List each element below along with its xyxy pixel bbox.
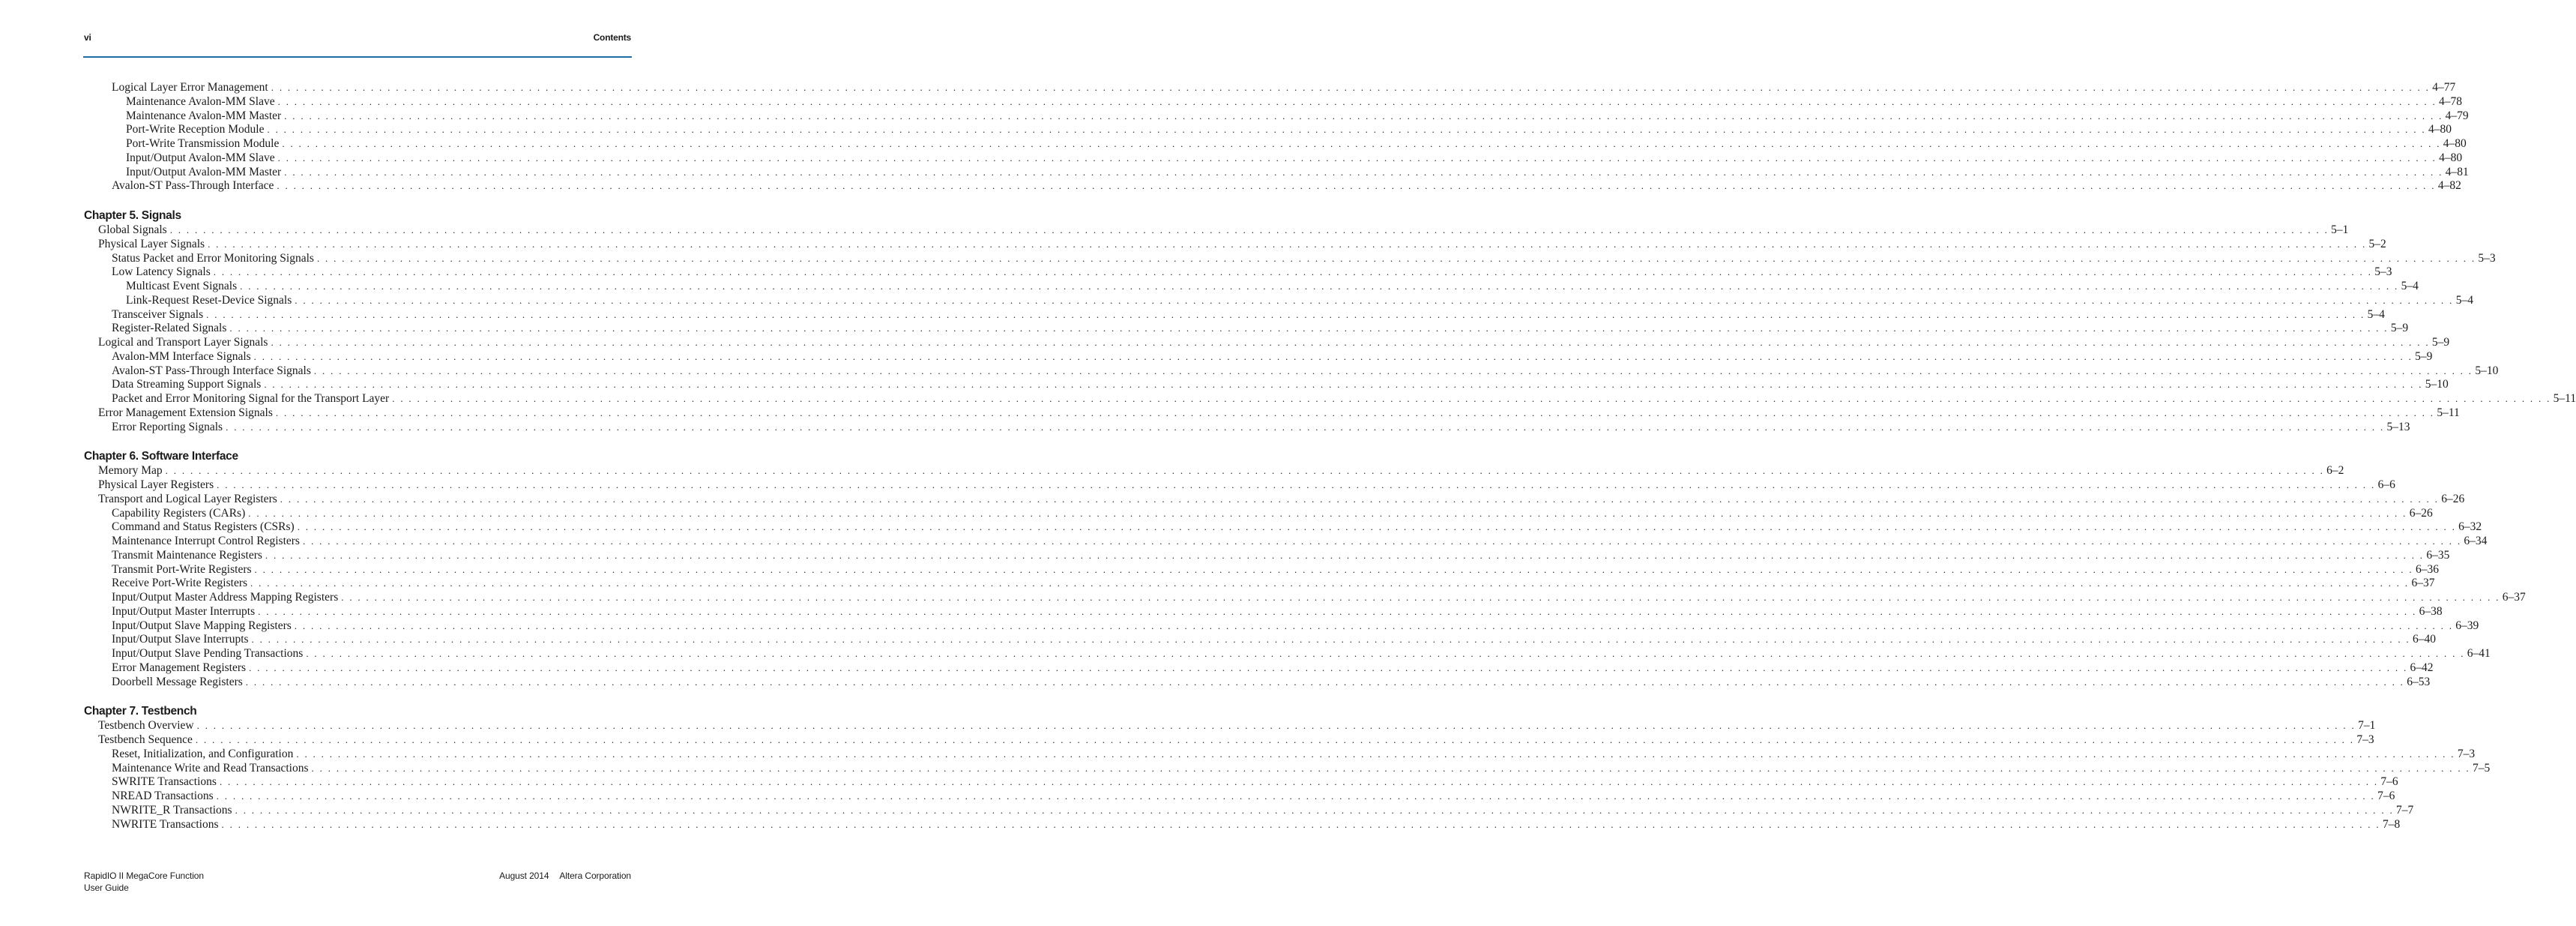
toc-entry-page: 4–81 (2445, 165, 2469, 178)
toc-entry-page: 6–35 (2426, 548, 2450, 562)
toc-entry-page: 5–4 (2367, 307, 2385, 321)
toc-entry[interactable] (84, 94, 2463, 109)
dot-leader: . . . . . . . . . . . . . . . . . . . . . . . . . . . . . . . . . . . . . . . . . . . . . . . . . . . . . . . . . . . . . . . . . . . . . . . . . . . . . . . . . . . . . . . . . . . . . . . . . . . . . . . . . . . . . . . . . . . . . . . . . . . . . . . . . . . . . . . . . . . . . . . . . . . . . . . . . . . . . . . . . . . . . . . . . . . . . . . . . . . . . . . . . . . . . . . . . . . . . . . . . . . . . . . . . . . . . . . . . . . . . . . . . . . . . . . . . . . . . . . . . . . . . . . . . . . . . . . . . . . . (265, 549, 2425, 561)
toc-entry-title: Error Management Extension Signals (98, 406, 273, 419)
dot-leader: . . . . . . . . . . . . . . . . . . . . . . . . . . . . . . . . . . . . . . . . . . . . . . . . . . . . . . . . . . . . . . . . . . . . . . . . . . . . . . . . . . . . . . . . . . . . . . . . . . . . . . . . . . . . . . . . . . . . . . . . . . . . . . . . . . . . . . . . . . . . . . . . . . . . . . . . . . . . . . . . . . . . . . . . . . . . . . . . . . . . . . . . . . . . . . . . . . . . . . . . . . . . . . . . . . . . . . . . . . . . . . . . . . . . . . . . . . . . . . . . . . . . . . . . . . . . . . . . . . . . (229, 322, 2389, 334)
toc-entry[interactable] (84, 577, 2435, 591)
toc-entry[interactable] (84, 378, 2449, 392)
dot-leader: . . . . . . . . . . . . . . . . . . . . . . . . . . . . . . . . . . . . . . . . . . . . . . . . . . . . . . . . . . . . . . . . . . . . . . . . . . . . . . . . . . . . . . . . . . . . . . . . . . . . . . . . . . . . . . . . . . . . . . . . . . . . . . . . . . . . . . . . . . . . . . . . . . . . . . . . . . . . . . . . . . . . . . . . . . . . . . . . . . . . . . . . . . . . . . . . . . . . . . . . . . . . . . . . . . . . . . . . . . . . . . . . . . . . . . . . . . . . . . . . . . . . . . . . . . . . . . . . . . . . (165, 465, 2325, 477)
dot-leader: . . . . . . . . . . . . . . . . . . . . . . . . . . . . . . . . . . . . . . . . . . . . . . . . . . . . . . . . . . . . . . . . . . . . . . . . . . . . . . . . . . . . . . . . . . . . . . . . . . . . . . . . . . . . . . . . . . . . . . . . . . . . . . . . . . . . . . . . . . . . . . . . . . . . . . . . . . . . . . . . . . . . . . . . . . . . . . . . . . . . . . . . . . . . . . . . . . . . . . . . . . . . . . . . . . . . . . . . . . . . . . . . . . . . . . . . . . . . . . . . . . . . . . . . . . . . . . . . . . . . (253, 350, 2413, 362)
toc-entry[interactable] (84, 661, 2434, 676)
toc-entry[interactable] (84, 223, 2349, 238)
dot-leader: . . . . . . . . . . . . . . . . . . . . . . . . . . . . . . . . . . . . . . . . . . . . . . . . . . . . . . . . . . . . . . . . . . . . . . . . . . . . . . . . . . . . . . . . . . . . . . . . . . . . . . . . . . . . . . . . . . . . . . . . . . . . . . . . . . . . . . . . . . . . . . . . . . . . . . . . . . . . . . . . . . . . . . . . . . . . . . . . . . . . . . . . . . . . . . . . . . . . . . . . . . . . . . . . . . . . . . . . . . . . . . . . . . . . . . . . . . . . . . . . . . . . . . . . . . . . . . . . . . . . (277, 95, 2437, 107)
dot-leader: . . . . . . . . . . . . . . . . . . . . . . . . . . . . . . . . . . . . . . . . . . . . . . . . . . . . . . . . . . . . . . . . . . . . . . . . . . . . . . . . . . . . . . . . . . . . . . . . . . . . . . . . . . . . . . . . . . . . . . . . . . . . . . . . . . . . . . . . . . . . . . . . . . . . . . . . . . . . . . . . . . . . . . . . . . . . . . . . . . . . . . . . . . . . . . . . . . . . . . . . . . . . . . . . . . . . . . . . . . . . . . . . . . . . . . . . . . . . . . . . . . . . . . . . . . . . . . . . . . . . (245, 676, 2405, 688)
toc-entry[interactable] (84, 520, 2482, 535)
toc-entry[interactable] (84, 535, 2488, 549)
dot-leader: . . . . . . . . . . . . . . . . . . . . . . . . . . . . . . . . . . . . . . . . . . . . . . . . . . . . . . . . . . . . . . . . . . . . . . . . . . . . . . . . . . . . . . . . . . . . . . . . . . . . . . . . . . . . . . . . . . . . . . . . . . . . . . . . . . . . . . . . . . . . . . . . . . . . . . . . . . . . . . . . . . . . . . . . . . . . . . . . . . . . . . . . . . . . . . . . . . . . . . . . . . . . . . . . . . . . . . . . . . . . . . . . . . . . . . . . . . . . . . . . . . . . . . . . . . . . . . . . . . . . (264, 379, 2423, 391)
toc-entry-title: Error Management Registers (112, 661, 247, 674)
toc-entry[interactable] (84, 761, 2491, 776)
toc-entry[interactable] (84, 81, 2456, 95)
toc-entry[interactable] (84, 478, 2395, 493)
dot-leader: . . . . . . . . . . . . . . . . . . . . . . . . . . . . . . . . . . . . . . . . . . . . . . . . . . . . . . . . . . . . . . . . . . . . . . . . . . . . . . . . . . . . . . . . . . . . . . . . . . . . . . . . . . . . . . . . . . . . . . . . . . . . . . . . . . . . . . . . . . . . . . . . . . . . . . . . . . . . . . . . . . . . . . . . . . . . . . . . . . . . . . . . . . . . . . . . . . . . . . . . . . . . . . . . . . . . . . . . . . . . . . . . . . . . . . . . . . . . . . . . . . . . . . . . . . . . . . . . . . . . (206, 308, 2365, 320)
dot-leader: . . . . . . . . . . . . . . . . . . . . . . . . . . . . . . . . . . . . . . . . . . . . . . . . . . . . . . . . . . . . . . . . . . . . . . . . . . . . . . . . . . . . . . . . . . . . . . . . . . . . . . . . . . . . . . . . . . . . . . . . . . . . . . . . . . . . . . . . . . . . . . . . . . . . . . . . . . . . . . . . . . . . . . . . . . . . . . . . . . . . . . . . . . . . . . . . . . . . . . . . . . . . . . . . . . . . . . . . . . . . . . . . . . . . . . . . . . . . . . . . . . . . . . . . . . . . . . . . . . . . (235, 804, 2395, 816)
toc-entry-page: 5–3 (2478, 251, 2496, 265)
dot-leader: . . . . . . . . . . . . . . . . . . . . . . . . . . . . . . . . . . . . . . . . . . . . . . . . . . . . . . . . . . . . . . . . . . . . . . . . . . . . . . . . . . . . . . . . . . . . . . . . . . . . . . . . . . . . . . . . . . . . . . . . . . . . . . . . . . . . . . . . . . . . . . . . . . . . . . . . . . . . . . . . . . . . . . . . . . . . . . . . . . . . . . . . . . . . . . . . . . . . . . . . . . . . . . . . . . . . . . . . . . . . . . . . . . . . . . . . . . . . . . . . . . . . . . . . . . . . . . . . . . . . (195, 734, 2355, 745)
toc-entry-title: Transport and Logical Layer Registers (98, 492, 277, 505)
toc-entry-title: NWRITE_R Transactions (112, 803, 232, 817)
dot-leader: . . . . . . . . . . . . . . . . . . . . . . . . . . . . . . . . . . . . . . . . . . . . . . . . . . . . . . . . . . . . . . . . . . . . . . . . . . . . . . . . . . . . . . . . . . . . . . . . . . . . . . . . . . . . . . . . . . . . . . . . . . . . . . . . . . . . . . . . . . . . . . . . . . . . . . . . . . . . . . . . . . . . . . . . . . . . . . . . . . . . . . . . . . . . . . . . . . . . . . . . . . . . . . . . . . . . . . . . . . . . . . . . . . . . . . . . . . . . . . . . . . . . . . . . . . . . . . . . . . . . (392, 393, 2551, 404)
toc-entry-page: 4–78 (2439, 94, 2463, 108)
header-section-title: Contents (593, 32, 631, 43)
toc-entry[interactable] (84, 633, 2436, 647)
dot-leader: . . . . . . . . . . . . . . . . . . . . . . . . . . . . . . . . . . . . . . . . . . . . . . . . . . . . . . . . . . . . . . . . . . . . . . . . . . . . . . . . . . . . . . . . . . . . . . . . . . . . . . . . . . . . . . . . . . . . . . . . . . . . . . . . . . . . . . . . . . . . . . . . . . . . . . . . . . . . . . . . . . . . . . . . . . . . . . . . . . . . . . . . . . . . . . . . . . . . . . . . . . . . . . . . . . . . . . . . . . . . . . . . . . . . . . . . . . . . . . . . . . . . . . . . . . . . . . . . . . . . (277, 180, 2436, 192)
toc-entry[interactable] (84, 123, 2452, 137)
toc-entry-title: Input/Output Slave Interrupts (112, 633, 249, 646)
dot-leader: . . . . . . . . . . . . . . . . . . . . . . . . . . . . . . . . . . . . . . . . . . . . . . . . . . . . . . . . . . . . . . . . . . . . . . . . . . . . . . . . . . . . . . . . . . . . . . . . . . . . . . . . . . . . . . . . . . . . . . . . . . . . . . . . . . . . . . . . . . . . . . . . . . . . . . . . . . . . . . . . . . . . . . . . . . . . . . . . . . . . . . . . . . . . . . . . . . . . . . . . . . . . . . . . . . . . . . . . . . . . . . . . . . . . . . . . . . . . . . . . . . . . . . . . . . . . . . . . . . . . (271, 82, 2431, 93)
dot-leader: . . . . . . . . . . . . . . . . . . . . . . . . . . . . . . . . . . . . . . . . . . . . . . . . . . . . . . . . . . . . . . . . . . . . . . . . . . . . . . . . . . . . . . . . . . . . . . . . . . . . . . . . . . . . . . . . . . . . . . . . . . . . . . . . . . . . . . . . . . . . . . . . . . . . . . . . . . . . . . . . . . . . . . . . . . . . . . . . . . . . . . . . . . . . . . . . . . . . . . . . . . . . . . . . . . . . . . . . . . . . . . . . . . . . . . . . . . . . . . . . . . . . . . . . . . . . . . . . . . . . (295, 294, 2454, 306)
toc-entry-title: SWRITE Transactions (112, 775, 217, 789)
toc-entry-page: 5–11 (2437, 406, 2460, 419)
toc-entry[interactable] (84, 719, 2376, 733)
dot-leader: . . . . . . . . . . . . . . . . . . . . . . . . . . . . . . . . . . . . . . . . . . . . . . . . . . . . . . . . . . . . . . . . . . . . . . . . . . . . . . . . . . . . . . . . . . . . . . . . . . . . . . . . . . . . . . . . . . . . . . . . . . . . . . . . . . . . . . . . . . . . . . . . . . . . . . . . . . . . . . . . . . . . . . . . . . . . . . . . . . . . . . . . . . . . . . . . . . . . . . . . . . . . . . . . . . . . . . . . . . . . . . . . . . . . . . . . . . . . . . . . . . . . . . . . . . . . . . . . . . . . (226, 421, 2385, 433)
toc-entry-title: Logical and Transport Layer Signals (98, 336, 268, 349)
toc-entry[interactable] (84, 733, 2374, 748)
toc-entry[interactable] (84, 293, 2473, 308)
toc-entry[interactable] (84, 464, 2344, 478)
toc-entry-page: 5–1 (2331, 223, 2349, 236)
toc-entry-page: 5–13 (2386, 420, 2410, 433)
dot-leader: . . . . . . . . . . . . . . . . . . . . . . . . . . . . . . . . . . . . . . . . . . . . . . . . . . . . . . . . . . . . . . . . . . . . . . . . . . . . . . . . . . . . . . . . . . . . . . . . . . . . . . . . . . . . . . . . . . . . . . . . . . . . . . . . . . . . . . . . . . . . . . . . . . . . . . . . . . . . . . . . . . . . . . . . . . . . . . . . . . . . . . . . . . . . . . . . . . . . . . . . . . . . . . . . . . . . . . . . . . . . . . . . . . . . . . . . . . . . . . . . . . . . . . . . . . . . . . . . . . . . (251, 634, 2410, 646)
toc-entry-title: Doorbell Message Registers (112, 675, 243, 688)
toc-entry[interactable] (84, 265, 2392, 280)
toc-entry-title: Testbench Sequence (98, 733, 193, 746)
toc-entry-title: Maintenance Interrupt Control Registers (112, 535, 300, 547)
toc-entry-page: 5–11 (2553, 392, 2576, 405)
toc-entry[interactable] (84, 619, 2479, 634)
toc-entry-page: 6–26 (2409, 506, 2433, 520)
dot-leader: . . . . . . . . . . . . . . . . . . . . . . . . . . . . . . . . . . . . . . . . . . . . . . . . . . . . . . . . . . . . . . . . . . . . . . . . . . . . . . . . . . . . . . . . . . . . . . . . . . . . . . . . . . . . . . . . . . . . . . . . . . . . . . . . . . . . . . . . . . . . . . . . . . . . . . . . . . . . . . . . . . . . . . . . . . . . . . . . . . . . . . . . . . . . . . . . . . . . . . . . . . . . . . . . . . . . . . . . . . . . . . . . . . . . . . . . . . . . . . . . . . . . . . . . . . . . . . . . . . . . (275, 406, 2435, 418)
toc-entry-page: 5–2 (2368, 237, 2386, 250)
dot-leader: . . . . . . . . . . . . . . . . . . . . . . . . . . . . . . . . . . . . . . . . . . . . . . . . . . . . . . . . . . . . . . . . . . . . . . . . . . . . . . . . . . . . . . . . . . . . . . . . . . . . . . . . . . . . . . . . . . . . . . . . . . . . . . . . . . . . . . . . . . . . . . . . . . . . . . . . . . . . . . . . . . . . . . . . . . . . . . . . . . . . . . . . . . . . . . . . . . . . . . . . . . . . . . . . . . . . . . . . . . . . . . . . . . . . . . . . . . . . . . . . . . . . . . . . . . . . . . . . . . . . (254, 563, 2413, 575)
footer-right (499, 870, 631, 882)
toc-entry[interactable] (84, 420, 2410, 435)
dot-leader: . . . . . . . . . . . . . . . . . . . . . . . . . . . . . . . . . . . . . . . . . . . . . . . . . . . . . . . . . . . . . . . . . . . . . . . . . . . . . . . . . . . . . . . . . . . . . . . . . . . . . . . . . . . . . . . . . . . . . . . . . . . . . . . . . . . . . . . . . . . . . . . . . . . . . . . . . . . . . . . . . . . . . . . . . . . . . . . . . . . . . . . . . . . . . . . . . . . . . . . . . . . . . . . . . . . . . . . . . . . . . . . . . . . . . . . . . . . . . . . . . . . . . . . . . . . . . . . . . . . . (294, 619, 2454, 631)
dot-leader: . . . . . . . . . . . . . . . . . . . . . . . . . . . . . . . . . . . . . . . . . . . . . . . . . . . . . . . . . . . . . . . . . . . . . . . . . . . . . . . . . . . . . . . . . . . . . . . . . . . . . . . . . . . . . . . . . . . . . . . . . . . . . . . . . . . . . . . . . . . . . . . . . . . . . . . . . . . . . . . . . . . . . . . . . . . . . . . . . . . . . . . . . . . . . . . . . . . . . . . . . . . . . . . . . . . . . . . . . . . . . . . . . . . . . . . . . . . . . . . . . . . . . . . . . . . . . . . . . . . . (284, 166, 2443, 178)
toc-entry[interactable] (84, 322, 2409, 336)
dot-leader: . . . . . . . . . . . . . . . . . . . . . . . . . . . . . . . . . . . . . . . . . . . . . . . . . . . . . . . . . . . . . . . . . . . . . . . . . . . . . . . . . . . . . . . . . . . . . . . . . . . . . . . . . . . . . . . . . . . . . . . . . . . . . . . . . . . . . . . . . . . . . . . . . . . . . . . . . . . . . . . . . . . . . . . . . . . . . . . . . . . . . . . . . . . . . . . . . . . . . . . . . . . . . . . . . . . . . . . . . . . . . . . . . . . . . . . . . . . . . . . . . . . . . . . . . . . . . . . . . . . . (280, 493, 2440, 505)
toc-entry-title: Avalon-ST Pass-Through Interface (112, 179, 274, 193)
toc-entry-title: Error Reporting Signals (112, 420, 223, 433)
toc-entry-page: 6–53 (2407, 675, 2431, 688)
dot-leader: . . . . . . . . . . . . . . . . . . . . . . . . . . . . . . . . . . . . . . . . . . . . . . . . . . . . . . . . . . . . . . . . . . . . . . . . . . . . . . . . . . . . . . . . . . . . . . . . . . . . . . . . . . . . . . . . . . . . . . . . . . . . . . . . . . . . . . . . . . . . . . . . . . . . . . . . . . . . . . . . . . . . . . . . . . . . . . . . . . . . . . . . . . . . . . . . . . . . . . . . . . . . . . . . . . . . . . . . . . . . . . . . . . . . . . . . . . . . . . . . . . . . . . . . . . . . . . . . . . . . (284, 109, 2443, 121)
toc-entry-title: Physical Layer Signals (98, 237, 205, 250)
toc-entry-page: 7–6 (2380, 775, 2398, 789)
dot-leader: . . . . . . . . . . . . . . . . . . . . . . . . . . . . . . . . . . . . . . . . . . . . . . . . . . . . . . . . . . . . . . . . . . . . . . . . . . . . . . . . . . . . . . . . . . . . . . . . . . . . . . . . . . . . . . . . . . . . . . . . . . . . . . . . . . . . . . . . . . . . . . . . . . . . . . . . . . . . . . . . . . . . . . . . . . . . . . . . . . . . . . . . . . . . . . . . . . . . . . . . . . . . . . . . . . . . . . . . . . . . . . . . . . . . . . . . . . . . . . . . . . . . . . . . . . . . . . . . . . . . (219, 776, 2379, 788)
chapter-heading: Chapter 6. Software Interface (84, 450, 238, 463)
toc-entry-page: 5–10 (2425, 378, 2449, 391)
toc-entry-title: Physical Layer Registers (98, 478, 214, 491)
toc-entry-page: 5–9 (2415, 349, 2433, 363)
toc-entry-title: Packet and Error Monitoring Signal for the Transport Layer (112, 392, 390, 405)
dot-leader: . . . . . . . . . . . . . . . . . . . . . . . . . . . . . . . . . . . . . . . . . . . . . . . . . . . . . . . . . . . . . . . . . . . . . . . . . . . . . . . . . . . . . . . . . . . . . . . . . . . . . . . . . . . . . . . . . . . . . . . . . . . . . . . . . . . . . . . . . . . . . . . . . . . . . . . . . . . . . . . . . . . . . . . . . . . . . . . . . . . . . . . . . . . . . . . . . . . . . . . . . . . . . . . . . . . . . . . . . . . . . . . . . . . . . . . . . . . . . . . . . . . . . . . . . . . . . . . . . . . . (221, 818, 2380, 830)
toc-entry[interactable] (84, 307, 2385, 322)
toc-entry-page: 6–42 (2410, 661, 2434, 674)
toc-entry-page: 6–26 (2441, 492, 2465, 505)
toc-entry-page: 5–9 (2390, 322, 2409, 335)
toc-entry-page: 6–37 (2502, 591, 2526, 604)
toc-entry[interactable] (84, 803, 2414, 818)
dot-leader: . . . . . . . . . . . . . . . . . . . . . . . . . . . . . . . . . . . . . . . . . . . . . . . . . . . . . . . . . . . . . . . . . . . . . . . . . . . . . . . . . . . . . . . . . . . . . . . . . . . . . . . . . . . . . . . . . . . . . . . . . . . . . . . . . . . . . . . . . . . . . . . . . . . . . . . . . . . . . . . . . . . . . . . . . . . . . . . . . . . . . . . . . . . . . . . . . . . . . . . . . . . . . . . . . . . . . . . . . . . . . . . . . . . . . . . . . . . . . . . . . . . . . . . . . . . . . . . . . . . . (313, 364, 2473, 376)
dot-leader: . . . . . . . . . . . . . . . . . . . . . . . . . . . . . . . . . . . . . . . . . . . . . . . . . . . . . . . . . . . . . . . . . . . . . . . . . . . . . . . . . . . . . . . . . . . . . . . . . . . . . . . . . . . . . . . . . . . . . . . . . . . . . . . . . . . . . . . . . . . . . . . . . . . . . . . . . . . . . . . . . . . . . . . . . . . . . . . . . . . . . . . . . . . . . . . . . . . . . . . . . . . . . . . . . . . . . . . . . . . . . . . . . . . . . . . . . . . . . . . . . . . . . . . . . . . . . . . . . . . . (250, 577, 2410, 589)
toc-entry-title: Input/Output Master Interrupts (112, 604, 256, 618)
toc-entry[interactable] (84, 747, 2476, 762)
toc-entry-page: 6–6 (2377, 478, 2395, 491)
toc-entry-title: Maintenance Write and Read Transactions (112, 761, 309, 775)
dot-leader: . . . . . . . . . . . . . . . . . . . . . . . . . . . . . . . . . . . . . . . . . . . . . . . . . . . . . . . . . . . . . . . . . . . . . . . . . . . . . . . . . . . . . . . . . . . . . . . . . . . . . . . . . . . . . . . . . . . . . . . . . . . . . . . . . . . . . . . . . . . . . . . . . . . . . . . . . . . . . . . . . . . . . . . . . . . . . . . . . . . . . . . . . . . . . . . . . . . . . . . . . . . . . . . . . . . . . . . . . . . . . . . . . . . . . . . . . . . . . . . . . . . . . . . . . . . . . . . . . . . . (311, 762, 2470, 774)
toc-entry[interactable] (84, 251, 2496, 266)
toc-entry-page: 7–5 (2472, 761, 2491, 775)
dot-leader: . . . . . . . . . . . . . . . . . . . . . . . . . . . . . . . . . . . . . . . . . . . . . . . . . . . . . . . . . . . . . . . . . . . . . . . . . . . . . . . . . . . . . . . . . . . . . . . . . . . . . . . . . . . . . . . . . . . . . . . . . . . . . . . . . . . . . . . . . . . . . . . . . . . . . . . . . . . . . . . . . . . . . . . . . . . . . . . . . . . . . . . . . . . . . . . . . . . . . . . . . . . . . . . . . . . . . . . . . . . . . . . . . . . . . . . . . . . . . . . . . . . . . . . . . . . . . . . . . . . . (208, 238, 2367, 250)
toc-entry-page: 6–2 (2326, 464, 2344, 478)
header-page-number: vi (84, 32, 91, 43)
header-rule (83, 56, 632, 58)
toc-entry-title: Capability Registers (CARs) (112, 506, 246, 520)
toc-entry[interactable] (84, 548, 2450, 563)
toc-entry-title: Input/Output Slave Mapping Registers (112, 619, 292, 632)
toc-entry-title: Maintenance Avalon-MM Slave (126, 94, 275, 108)
chapter-heading: Chapter 5. Signals (84, 209, 181, 222)
toc-entry-title: Link-Request Reset-Device Signals (126, 293, 292, 307)
toc-entry-page: 6–34 (2464, 535, 2488, 547)
toc-entry-page: 5–4 (2455, 293, 2473, 307)
dot-leader: . . . . . . . . . . . . . . . . . . . . . . . . . . . . . . . . . . . . . . . . . . . . . . . . . . . . . . . . . . . . . . . . . . . . . . . . . . . . . . . . . . . . . . . . . . . . . . . . . . . . . . . . . . . . . . . . . . . . . . . . . . . . . . . . . . . . . . . . . . . . . . . . . . . . . . . . . . . . . . . . . . . . . . . . . . . . . . . . . . . . . . . . . . . . . . . . . . . . . . . . . . . . . . . . . . . . . . . . . . . . . . . . . . . . . . . . . . . . . . . . . . . . . . . . . . . . . . . . . . . . (341, 592, 2500, 603)
toc-entry-page: 4–80 (2443, 137, 2467, 150)
toc-entry-title: Maintenance Avalon-MM Master (126, 109, 282, 122)
dot-leader: . . . . . . . . . . . . . . . . . . . . . . . . . . . . . . . . . . . . . . . . . . . . . . . . . . . . . . . . . . . . . . . . . . . . . . . . . . . . . . . . . . . . . . . . . . . . . . . . . . . . . . . . . . . . . . . . . . . . . . . . . . . . . . . . . . . . . . . . . . . . . . . . . . . . . . . . . . . . . . . . . . . . . . . . . . . . . . . . . . . . . . . . . . . . . . . . . . . . . . . . . . . . . . . . . . . . . . . . . . . . . . . . . . . . . . . . . . . . . . . . . . . . . . . . . . . . . . . . . . . . (248, 507, 2407, 519)
toc-entry[interactable] (84, 165, 2469, 180)
toc-entry-page: 4–80 (2439, 151, 2463, 164)
toc-entry-title: Low Latency Signals (112, 265, 211, 279)
toc-entry-title: Input/Output Master Address Mapping Registers (112, 591, 339, 604)
toc-entry-title: Reset, Initialization, and Configuration (112, 747, 294, 760)
toc-entry-title: Transmit Port-Write Registers (112, 562, 252, 576)
footer-company: Altera Corporation (559, 871, 631, 881)
dot-leader: . . . . . . . . . . . . . . . . . . . . . . . . . . . . . . . . . . . . . . . . . . . . . . . . . . . . . . . . . . . . . . . . . . . . . . . . . . . . . . . . . . . . . . . . . . . . . . . . . . . . . . . . . . . . . . . . . . . . . . . . . . . . . . . . . . . . . . . . . . . . . . . . . . . . . . . . . . . . . . . . . . . . . . . . . . . . . . . . . . . . . . . . . . . . . . . . . . . . . . . . . . . . . . . . . . . . . . . . . . . . . . . . . . . . . . . . . . . . . . . . . . . . . . . . . . . . . . . . . . . . (249, 661, 2408, 673)
dot-leader: . . . . . . . . . . . . . . . . . . . . . . . . . . . . . . . . . . . . . . . . . . . . . . . . . . . . . . . . . . . . . . . . . . . . . . . . . . . . . . . . . . . . . . . . . . . . . . . . . . . . . . . . . . . . . . . . . . . . . . . . . . . . . . . . . . . . . . . . . . . . . . . . . . . . . . . . . . . . . . . . . . . . . . . . . . . . . . . . . . . . . . . . . . . . . . . . . . . . . . . . . . . . . . . . . . . . . . . . . . . . . . . . . . . . . . . . . . . . . . . . . . . . . . . . . . . . . . . . . . . . (267, 124, 2426, 136)
toc-entry-title: Command and Status Registers (CSRs) (112, 520, 295, 534)
dot-leader: . . . . . . . . . . . . . . . . . . . . . . . . . . . . . . . . . . . . . . . . . . . . . . . . . . . . . . . . . . . . . . . . . . . . . . . . . . . . . . . . . . . . . . . . . . . . . . . . . . . . . . . . . . . . . . . . . . . . . . . . . . . . . . . . . . . . . . . . . . . . . . . . . . . . . . . . . . . . . . . . . . . . . . . . . . . . . . . . . . . . . . . . . . . . . . . . . . . . . . . . . . . . . . . . . . . . . . . . . . . . . . . . . . . . . . . . . . . . . . . . . . . . . . . . . . . . . . . . . . . . (306, 648, 2465, 659)
toc-entry[interactable] (84, 647, 2491, 661)
toc-entry-title: Status Packet and Error Monitoring Signals (112, 251, 314, 265)
toc-entry-title: Input/Output Avalon-MM Master (126, 165, 282, 178)
toc-entry[interactable] (84, 506, 2433, 521)
dot-leader: . . . . . . . . . . . . . . . . . . . . . . . . . . . . . . . . . . . . . . . . . . . . . . . . . . . . . . . . . . . . . . . . . . . . . . . . . . . . . . . . . . . . . . . . . . . . . . . . . . . . . . . . . . . . . . . . . . . . . . . . . . . . . . . . . . . . . . . . . . . . . . . . . . . . . . . . . . . . . . . . . . . . . . . . . . . . . . . . . . . . . . . . . . . . . . . . . . . . . . . . . . . . . . . . . . . . . . . . . . . . . . . . . . . . . . . . . . . . . . . . . . . . . . . . . . . . . . . . . . . . (302, 535, 2462, 547)
toc-entry-page: 7–8 (2382, 817, 2401, 831)
toc-entry-page: 4–82 (2437, 179, 2461, 193)
toc-entry-title: Register-Related Signals (112, 322, 227, 335)
toc-entry-page: 5–4 (2401, 280, 2419, 292)
toc-entry-page: 4–77 (2432, 81, 2456, 94)
toc-entry-title: NREAD Transactions (112, 790, 214, 802)
dot-leader: . . . . . . . . . . . . . . . . . . . . . . . . . . . . . . . . . . . . . . . . . . . . . . . . . . . . . . . . . . . . . . . . . . . . . . . . . . . . . . . . . . . . . . . . . . . . . . . . . . . . . . . . . . . . . . . . . . . . . . . . . . . . . . . . . . . . . . . . . . . . . . . . . . . . . . . . . . . . . . . . . . . . . . . . . . . . . . . . . . . . . . . . . . . . . . . . . . . . . . . . . . . . . . . . . . . . . . . . . . . . . . . . . . . . . . . . . . . . . . . . . . . . . . . . . . . . . . . . . . . . (277, 151, 2437, 163)
toc-entry-page: 4–80 (2428, 123, 2452, 136)
toc-entry-page: 6–36 (2415, 562, 2439, 576)
toc-entry[interactable] (84, 675, 2431, 690)
toc-entry-title: NWRITE Transactions (112, 817, 219, 831)
toc-entry-title: Transmit Maintenance Registers (112, 548, 262, 562)
toc-entry[interactable] (84, 775, 2398, 790)
dot-leader: . . . . . . . . . . . . . . . . . . . . . . . . . . . . . . . . . . . . . . . . . . . . . . . . . . . . . . . . . . . . . . . . . . . . . . . . . . . . . . . . . . . . . . . . . . . . . . . . . . . . . . . . . . . . . . . . . . . . . . . . . . . . . . . . . . . . . . . . . . . . . . . . . . . . . . . . . . . . . . . . . . . . . . . . . . . . . . . . . . . . . . . . . . . . . . . . . . . . . . . . . . . . . . . . . . . . . . . . . . . . . . . . . . . . . . . . . . . . . . . . . . . . . . . . . . . . . . . . . . . . (297, 521, 2457, 533)
toc-entry-title: Input/Output Avalon-MM Slave (126, 151, 275, 164)
toc-entry-title: Input/Output Slave Pending Transactions (112, 647, 304, 660)
toc-entry-page: 5–9 (2431, 336, 2450, 349)
toc-entry-title: Port-Write Reception Module (126, 123, 265, 136)
dot-leader: . . . . . . . . . . . . . . . . . . . . . . . . . . . . . . . . . . . . . . . . . . . . . . . . . . . . . . . . . . . . . . . . . . . . . . . . . . . . . . . . . . . . . . . . . . . . . . . . . . . . . . . . . . . . . . . . . . . . . . . . . . . . . . . . . . . . . . . . . . . . . . . . . . . . . . . . . . . . . . . . . . . . . . . . . . . . . . . . . . . . . . . . . . . . . . . . . . . . . . . . . . . . . . . . . . . . . . . . . . . . . . . . . . . . . . . . . . . . . . . . . . . . . . . . . . . . . . . . . . . . (296, 748, 2455, 760)
toc-entry[interactable] (84, 237, 2386, 252)
dot-leader: . . . . . . . . . . . . . . . . . . . . . . . . . . . . . . . . . . . . . . . . . . . . . . . . . . . . . . . . . . . . . . . . . . . . . . . . . . . . . . . . . . . . . . . . . . . . . . . . . . . . . . . . . . . . . . . . . . . . . . . . . . . . . . . . . . . . . . . . . . . . . . . . . . . . . . . . . . . . . . . . . . . . . . . . . . . . . . . . . . . . . . . . . . . . . . . . . . . . . . . . . . . . . . . . . . . . . . . . . . . . . . . . . . . . . . . . . . . . . . . . . . . . . . . . . . . . . . . . . . . . (271, 337, 2430, 348)
chapter-heading: Chapter 7. Testbench (84, 705, 197, 718)
toc-entry[interactable] (84, 817, 2401, 832)
toc-entry-title: Receive Port-Write Registers (112, 577, 248, 590)
dot-leader: . . . . . . . . . . . . . . . . . . . . . . . . . . . . . . . . . . . . . . . . . . . . . . . . . . . . . . . . . . . . . . . . . . . . . . . . . . . . . . . . . . . . . . . . . . . . . . . . . . . . . . . . . . . . . . . . . . . . . . . . . . . . . . . . . . . . . . . . . . . . . . . . . . . . . . . . . . . . . . . . . . . . . . . . . . . . . . . . . . . . . . . . . . . . . . . . . . . . . . . . . . . . . . . . . . . . . . . . . . . . . . . . . . . . . . . . . . . . . . . . . . . . . . . . . . . . . . . . . . . . (213, 266, 2373, 278)
toc-entry[interactable] (84, 591, 2526, 605)
toc-entry[interactable] (84, 109, 2469, 124)
dot-leader: . . . . . . . . . . . . . . . . . . . . . . . . . . . . . . . . . . . . . . . . . . . . . . . . . . . . . . . . . . . . . . . . . . . . . . . . . . . . . . . . . . . . . . . . . . . . . . . . . . . . . . . . . . . . . . . . . . . . . . . . . . . . . . . . . . . . . . . . . . . . . . . . . . . . . . . . . . . . . . . . . . . . . . . . . . . . . . . . . . . . . . . . . . . . . . . . . . . . . . . . . . . . . . . . . . . . . . . . . . . . . . . . . . . . . . . . . . . . . . . . . . . . . . . . . . . . . . . . . . . . (217, 479, 2376, 490)
footer-product: RapidIO II MegaCore Function (84, 871, 204, 881)
dot-leader: . . . . . . . . . . . . . . . . . . . . . . . . . . . . . . . . . . . . . . . . . . . . . . . . . . . . . . . . . . . . . . . . . . . . . . . . . . . . . . . . . . . . . . . . . . . . . . . . . . . . . . . . . . . . . . . . . . . . . . . . . . . . . . . . . . . . . . . . . . . . . . . . . . . . . . . . . . . . . . . . . . . . . . . . . . . . . . . . . . . . . . . . . . . . . . . . . . . . . . . . . . . . . . . . . . . . . . . . . . . . . . . . . . . . . . . . . . . . . . . . . . . . . . . . . . . . . . . . . . . . (282, 138, 2441, 149)
toc-entry-title: Multicast Event Signals (126, 280, 238, 292)
toc-entry-page: 6–37 (2411, 577, 2435, 590)
toc-entry-page: 7–7 (2396, 803, 2414, 817)
toc-entry[interactable] (84, 562, 2439, 577)
toc-entry[interactable] (84, 492, 2465, 507)
footer-left (84, 870, 204, 894)
toc-entry[interactable] (84, 280, 2419, 294)
table-of-contents (84, 81, 2576, 832)
toc-entry[interactable] (84, 790, 2395, 804)
toc-entry[interactable] (84, 604, 2443, 619)
toc-entry[interactable] (84, 406, 2460, 421)
toc-entry-page: 5–10 (2475, 364, 2499, 377)
toc-entry-title: Avalon-ST Pass-Through Interface Signals (112, 364, 311, 377)
toc-entry-page: 4–79 (2445, 109, 2469, 122)
toc-entry-title: Global Signals (98, 223, 167, 236)
toc-entry-page: 6–40 (2412, 633, 2436, 646)
toc-entry-page: 6–39 (2455, 619, 2479, 632)
toc-entry-title: Testbench Overview (98, 719, 194, 733)
toc-entry[interactable] (84, 392, 2576, 406)
toc-entry[interactable] (84, 336, 2450, 350)
toc-entry-title: Transceiver Signals (112, 307, 204, 321)
dot-leader: . . . . . . . . . . . . . . . . . . . . . . . . . . . . . . . . . . . . . . . . . . . . . . . . . . . . . . . . . . . . . . . . . . . . . . . . . . . . . . . . . . . . . . . . . . . . . . . . . . . . . . . . . . . . . . . . . . . . . . . . . . . . . . . . . . . . . . . . . . . . . . . . . . . . . . . . . . . . . . . . . . . . . . . . . . . . . . . . . . . . . . . . . . . . . . . . . . . . . . . . . . . . . . . . . . . . . . . . . . . . . . . . . . . . . . . . . . . . . . . . . . . . . . . . . . . . . . . . . . . . (216, 790, 2376, 802)
footer-doc-type: User Guide (84, 883, 129, 893)
toc-entry-page: 6–41 (2467, 647, 2491, 660)
toc-entry-page: 7–3 (2356, 733, 2374, 746)
dot-leader: . . . . . . . . . . . . . . . . . . . . . . . . . . . . . . . . . . . . . . . . . . . . . . . . . . . . . . . . . . . . . . . . . . . . . . . . . . . . . . . . . . . . . . . . . . . . . . . . . . . . . . . . . . . . . . . . . . . . . . . . . . . . . . . . . . . . . . . . . . . . . . . . . . . . . . . . . . . . . . . . . . . . . . . . . . . . . . . . . . . . . . . . . . . . . . . . . . . . . . . . . . . . . . . . . . . . . . . . . . . . . . . . . . . . . . . . . . . . . . . . . . . . . . . . . . . . . . . . . . . . (196, 720, 2356, 732)
toc-entry-title: Memory Map (98, 464, 163, 478)
toc-entry-page: 5–3 (2374, 265, 2392, 279)
dot-leader: . . . . . . . . . . . . . . . . . . . . . . . . . . . . . . . . . . . . . . . . . . . . . . . . . . . . . . . . . . . . . . . . . . . . . . . . . . . . . . . . . . . . . . . . . . . . . . . . . . . . . . . . . . . . . . . . . . . . . . . . . . . . . . . . . . . . . . . . . . . . . . . . . . . . . . . . . . . . . . . . . . . . . . . . . . . . . . . . . . . . . . . . . . . . . . . . . . . . . . . . . . . . . . . . . . . . . . . . . . . . . . . . . . . . . . . . . . . . . . . . . . . . . . . . . . . . . . . . . . . . (316, 252, 2476, 264)
toc-entry-title: Logical Layer Error Management (112, 81, 268, 94)
toc-entry-title: Port-Write Transmission Module (126, 137, 280, 150)
toc-entry-title: Data Streaming Support Signals (112, 378, 262, 391)
dot-leader: . . . . . . . . . . . . . . . . . . . . . . . . . . . . . . . . . . . . . . . . . . . . . . . . . . . . . . . . . . . . . . . . . . . . . . . . . . . . . . . . . . . . . . . . . . . . . . . . . . . . . . . . . . . . . . . . . . . . . . . . . . . . . . . . . . . . . . . . . . . . . . . . . . . . . . . . . . . . . . . . . . . . . . . . . . . . . . . . . . . . . . . . . . . . . . . . . . . . . . . . . . . . . . . . . . . . . . . . . . . . . . . . . . . . . . . . . . . . . . . . . . . . . . . . . . . . . . . . . . . . (240, 280, 2399, 292)
toc-entry[interactable] (84, 151, 2463, 166)
dot-leader: . . . . . . . . . . . . . . . . . . . . . . . . . . . . . . . . . . . . . . . . . . . . . . . . . . . . . . . . . . . . . . . . . . . . . . . . . . . . . . . . . . . . . . . . . . . . . . . . . . . . . . . . . . . . . . . . . . . . . . . . . . . . . . . . . . . . . . . . . . . . . . . . . . . . . . . . . . . . . . . . . . . . . . . . . . . . . . . . . . . . . . . . . . . . . . . . . . . . . . . . . . . . . . . . . . . . . . . . . . . . . . . . . . . . . . . . . . . . . . . . . . . . . . . . . . . . . . . . . . . . (258, 605, 2417, 617)
toc-entry-page: 7–6 (2377, 790, 2395, 802)
dot-leader: . . . . . . . . . . . . . . . . . . . . . . . . . . . . . . . . . . . . . . . . . . . . . . . . . . . . . . . . . . . . . . . . . . . . . . . . . . . . . . . . . . . . . . . . . . . . . . . . . . . . . . . . . . . . . . . . . . . . . . . . . . . . . . . . . . . . . . . . . . . . . . . . . . . . . . . . . . . . . . . . . . . . . . . . . . . . . . . . . . . . . . . . . . . . . . . . . . . . . . . . . . . . . . . . . . . . . . . . . . . . . . . . . . . . . . . . . . . . . . . . . . . . . . . . . . . . . . . . . . . . (169, 224, 2329, 235)
footer-date: August 2014 (499, 871, 549, 881)
toc-entry[interactable] (84, 137, 2467, 151)
toc-entry-page: 6–32 (2458, 520, 2482, 534)
toc-entry[interactable] (84, 349, 2433, 364)
toc-entry-page: 7–3 (2457, 747, 2476, 760)
toc-entry-title: Avalon-MM Interface Signals (112, 349, 251, 363)
toc-entry[interactable] (84, 364, 2499, 379)
toc-entry-page: 7–1 (2358, 719, 2376, 733)
toc-entry-page: 6–38 (2419, 604, 2443, 618)
toc-entry[interactable] (84, 179, 2461, 193)
